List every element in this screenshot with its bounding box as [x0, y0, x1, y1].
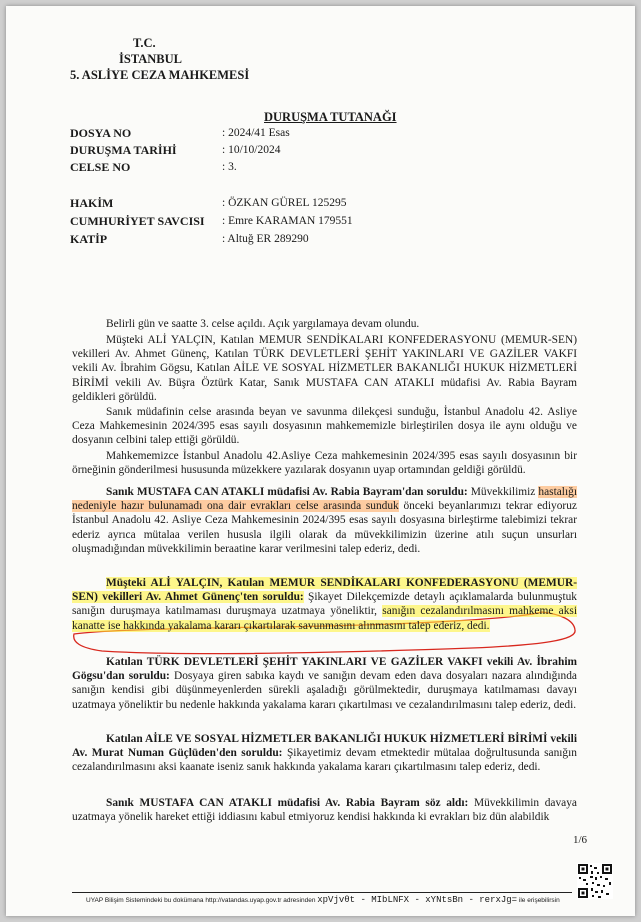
prosecutor-value: : Emre KARAMAN 179551	[222, 215, 353, 227]
case-no-label: DOSYA NO	[70, 126, 132, 140]
document-page	[6, 6, 635, 916]
clerk-value: : Altuğ ER 289290	[222, 233, 309, 245]
qr-code-icon	[577, 863, 613, 899]
page-number: 1/6	[573, 834, 588, 846]
court-name: 5. ASLİYE CEZA MAHKEMESİ	[70, 68, 250, 82]
ministry-counsel-heading: Katılan AİLE VE SOSYAL HİZMETLER BAKANLIĞI HUKUK HİZMETLERİ BİRİMİ vekili Av. Murat Numan Güçlüden'den soruldu:	[72, 733, 577, 760]
case-no-value: : 2024/41 Esas	[222, 127, 290, 139]
foundation-counsel-heading: Katılan TÜRK DEVLETLERİ ŞEHİT YAKINLARI VE GAZİLER VAKFI vekili Av. İbrahim Gögsu'dan soruldu:	[72, 656, 577, 683]
footer-divider	[72, 892, 572, 893]
defense-final-text: Müvekkilimin davaya uzatmaya yönelik hareket ettiği iddiasını kabul etmiyoruz kendisi hakkında ki evrakları biz dün alabildik	[72, 797, 577, 824]
footer	[86, 895, 560, 905]
hearing-date-value: : 10/10/2024	[222, 144, 281, 156]
ministry-text: Şikayetimiz devam etmektedir mütalaa doğrultusunda sanığın cezalandırılmasını aksi kaanate iseniz sanık hakkında yakalama kararı çıkartılmasını talep ederiz, dedi.	[72, 747, 577, 774]
paragraph-file-request: Mahkememizce İstanbul Anadolu 42.Asliye Ceza mahkemesinin 2024/395 esas sayılı dosyasının bir örneğinin gönderilmesi hususunda müzekkere yazılarak dosyanın uyap ortamından geldiği görüldü.	[72, 450, 577, 477]
verification-code: xpVjvθt - MIbLNFX - xYNtsBn - rerxJg=	[317, 895, 518, 905]
paragraph-ministry-statement	[72, 732, 577, 775]
complainant-text-a: Şikayet Dilekçemizde detaylı açıklamalarda bulunmuştuk sanığın duruşmaya katılmaması duruşmaya uzatmaya yöneliktir,	[72, 591, 577, 618]
session-no-value: : 3.	[222, 161, 237, 173]
defense-counsel-heading: Sanık MUSTAFA CAN ATAKLI müdafisi Av. Rabia Bayram'dan soruldu:	[106, 486, 468, 498]
defense-text-b: önceki beyanlarımızı tekrar ediyoruz İstanbul Anadolu 42. Asliye Ceza Mahkemesinin 2024/395 esas sayılı dosyasına birleştirme talebimizi tekrar ederiz ayrıca mütalaa verilen hususla ilgili olarak da müvekkilimizin üzerine atılı suçun unsurları oluşmadığından müvekkilimin beraatine karar verilmesini talep ederiz, dedi.	[72, 500, 577, 555]
highlighted-illness-text: hastalığı nedeniyle hazır bulunamadı ona dair evrakları celse arasında sunduk	[72, 486, 577, 513]
footer-text: UYAP Bilişim Sistemindeki bu dokümana http://vatandas.uyap.gov.tr adresinden	[86, 897, 316, 904]
paragraph-attendance: Müşteki ALİ YALÇIN, Katılan MEMUR SENDİKALARI KONFEDERASYONU (MEMUR-SEN) vekilleri Av. Ahmet Günenç, Katılan TÜRK DEVLETLERİ ŞEHİT YAKINLARI VE GAZİLER VAKFI vekili Av. İbrahim Gögsu, Katılan AİLE VE SOSYAL HİZMETLER BAKANLIĞI HUKUK HİZMETLERİ BİRİMİ vekili Av. Büşra Öztürk Katar, Sanık MUSTAFA CAN ATAKLI müdafisi Av. Rabia Bayram geldikleri görüldü.	[72, 334, 577, 403]
complainant-counsel-heading: Müşteki ALİ YALÇIN, Katılan MEMUR SENDİKALARI KONFEDERASYONU (MEMUR-SEN) vekilleri Av. Ahmet Günenç'ten soruldu:	[72, 577, 577, 604]
header-tc: T.C.	[133, 36, 156, 50]
clerk-label: KATİP	[70, 232, 108, 246]
judge-label: HAKİM	[70, 196, 114, 210]
footer-suffix: ile erişebilirsin	[518, 897, 560, 904]
defense-text-a: Müvekkilimiz	[467, 486, 539, 498]
session-no-label: CELSE NO	[70, 160, 131, 174]
prosecutor-label: CUMHURİYET SAVCISI	[70, 214, 205, 228]
defense-final-heading: Sanık MUSTAFA CAN ATAKLI müdafisi Av. Rabia Bayram söz aldı:	[106, 797, 469, 809]
judge-value: : ÖZKAN GÜREL 125295	[222, 197, 347, 209]
paragraph-complainant-statement	[72, 576, 577, 633]
foundation-text: Dosyaya giren sabıka kaydı ve sanığın devam eden dava dosyaları nazara alındığında sanığın kendisi gibi düşünmeyenlerden sürekli aşaladığı görülmektedir, duruşmaya katılmaması davayı uzatmaya yöneliktir bu nedenle hakkında yakalama kararı çıkartılması ve cezalandırılmasını talep ederiz, dedi.	[72, 670, 577, 711]
paragraph-foundation-statement	[72, 655, 577, 712]
document-title: DURUŞMA TUTANAĞI	[264, 110, 397, 124]
paragraph-defense-statement	[72, 485, 577, 556]
highlighted-demand-text: sanığın cezalandırılmasını mahkeme aksi kanatte ise hakkında yakalama kararı çıkartılarak savunmasını alınmasını talep ederiz, dedi.	[72, 605, 577, 632]
header-city: İSTANBUL	[119, 52, 182, 66]
paragraph-defense-final	[72, 796, 577, 824]
paragraph-opening: Belirli gün ve saatte 3. celse açıldı. Açık yargılamaya devam olundu.	[106, 318, 420, 330]
paragraph-defense-petition: Sanık müdafinin celse arasında beyan ve savunma dilekçesi sunduğu, İstanbul Anadolu 42. Asliye Ceza Mahkemesinin 2024/395 esas sayılı dosyasının mahkememizle birleştirilen dosya ile aynı olduğu ve dosyanın celbini talep ettiği görüldü.	[72, 406, 577, 447]
hearing-date-label: DURUŞMA TARİHİ	[70, 143, 177, 157]
